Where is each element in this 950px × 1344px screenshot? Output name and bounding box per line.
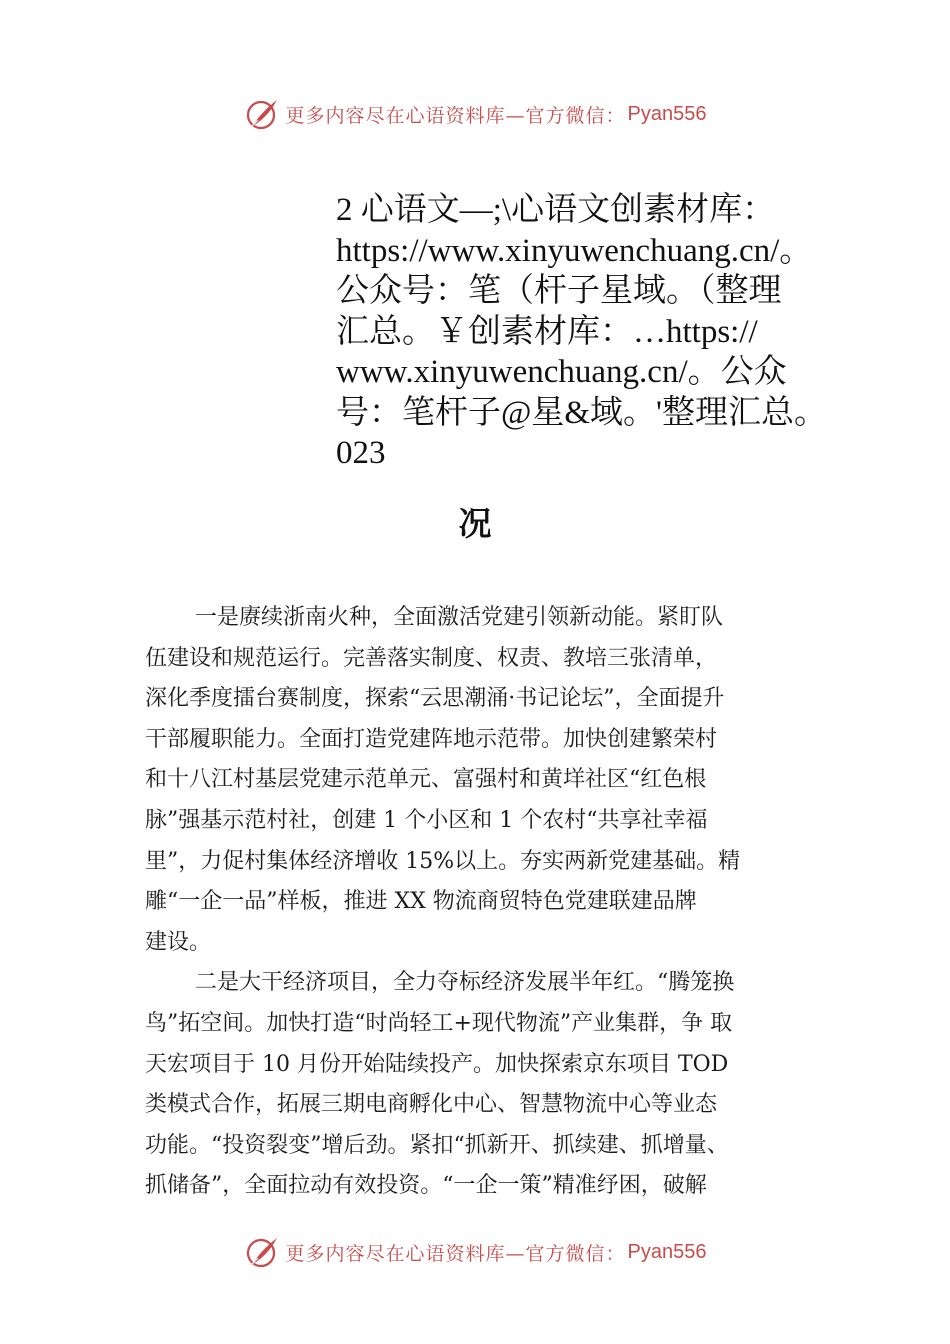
body-line: 一是赓续浙南火种，全面激活党建引领新动能。紧盯队 <box>195 605 724 630</box>
body-line: 抓储备”，全面拉动有效投资。“一企一策”精准纾困，破解 <box>145 1173 707 1199</box>
body-line: 鸟”拓空间。加快打造“时尚轻工+现代物流”产业集群，争 取 <box>145 1010 733 1036</box>
body-line: 二是大干经济项目，全力夺标经济发展半年红。“腾笼换 <box>195 970 735 996</box>
banner-text: 更多内容尽在心语资料库—官方微信： <box>285 104 626 127</box>
body-line: 功能。“投资裂变”增后劲。紧扣“抓新开、抓续建、抓增量、 <box>145 1132 729 1158</box>
body-line: 脉”强基示范村社，创建 1 个小区和 1 个农村“共享社幸福 <box>145 807 708 833</box>
banner-text: 更多内容尽在心语资料库—官方微信： <box>285 1242 626 1265</box>
header-line: 2 心语文—;\心语文创素材库： <box>336 192 776 228</box>
header-line: 号：笔杆子@星&域。'整理汇总。 <box>336 394 828 431</box>
header-line: https://www.xinyuwenchuang.cn/。 <box>336 232 813 269</box>
body-line: 建设。 <box>145 929 212 955</box>
quill-pen-logo-icon <box>244 96 280 132</box>
header-line: 公众号：笔（杆子星域。（整理 <box>336 273 782 309</box>
body-line: 类模式合作，拓展三期电商孵化中心、智慧物流中心等业态 <box>145 1092 718 1118</box>
body-line: 和十八江村基层党建示范单元、富强村和黄垟社区“红色根 <box>145 767 707 793</box>
header-line: www.xinyuwenchuang.cn/。公众 <box>336 354 787 390</box>
body-line: 雕“一企一品”样板，推进 XX 物流商贸特色党建联建品牌 <box>145 889 697 915</box>
body-text <box>145 598 810 1207</box>
banner-wechat-handle: Pyan556 <box>627 1240 707 1263</box>
body-line: 伍建设和规范运行。完善落实制度、权责、教培三张清单， <box>145 645 718 671</box>
body-line: 天宏项目于 10 月份开始陆续投产。加快探索京东项目 TOD <box>145 1051 729 1077</box>
header-line: 汇总。￥创素材库：…https:// <box>336 313 758 350</box>
body-line: 里”，力促村集体经济增收 15%以上。夯实两新党建基础。精 <box>145 848 741 874</box>
header-banner <box>0 94 950 134</box>
footer-banner <box>0 1232 950 1272</box>
quill-pen-logo-icon <box>244 1234 280 1270</box>
body-line: 深化季度擂台赛制度，探索“云思潮涌·书记论坛”，全面提升 <box>145 686 725 712</box>
header-text-block <box>336 190 846 474</box>
section-title: 况 <box>458 504 492 543</box>
banner-wechat-handle: Pyan556 <box>627 102 707 125</box>
body-line: 干部履职能力。全面打造党建阵地示范带。加快创建繁荣村 <box>145 726 718 752</box>
header-line: 023 <box>336 435 386 471</box>
